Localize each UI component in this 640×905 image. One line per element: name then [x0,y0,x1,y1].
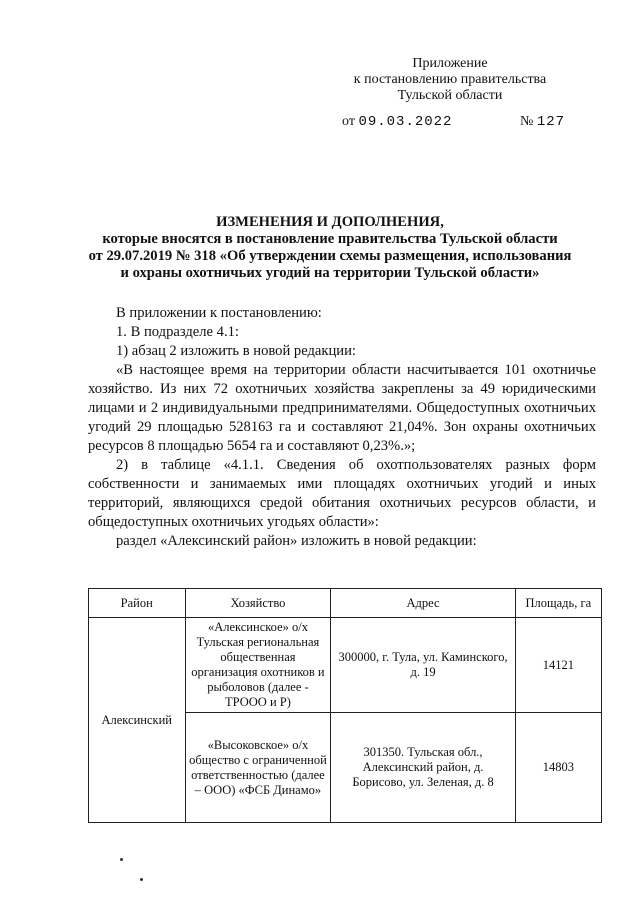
appendix-line-1: Приложение [412,56,488,71]
table-header-row [89,589,602,618]
scan-speck [120,858,123,861]
address-cell: 301350. Тульская обл., Алексинский район, д. Борисово, ул. Зеленая, д. 8 [331,713,515,823]
appendix-line-2: к постановлению правительства [353,72,547,87]
address-cell: 300000, г. Тула, ул. Каминского, д. 19 [331,618,515,713]
title-line-2: которые вносятся в постановление правительства Тульской области [102,231,558,247]
area-cell: 14121 [515,618,601,713]
paragraph-6: раздел «Алексинский район» изложить в новой редакции: [116,533,477,549]
number-prefix: № [520,114,534,129]
date-stamp [342,114,452,130]
appendix-header [340,56,560,104]
paragraph-3: 1) абзац 2 изложить в новой редакции: [116,343,356,359]
header-district: Район [89,589,186,618]
title-line-3: от 29.07.2019 № 318 «Об утверждении схемы размещения, использования [88,248,572,264]
document-title [70,214,590,282]
appendix-line-3: Тульской области [397,88,503,103]
paragraph-2: 1. В подразделе 4.1: [116,324,239,340]
document-number: 127 [536,114,566,130]
district-cell: Алексинский [89,618,186,823]
number-stamp [520,114,565,130]
hunting-grounds-table [88,588,602,823]
document-date: 09.03.2022 [358,114,453,130]
paragraph-4: «В настоящее время на территории области насчитывается 101 охотничье хозяйство. Из них 72 охотничьих хозяйства закреплены за 49 юридическими лицами и 2 индивидуальными предпринимателями. Общедоступных охотничьих угодий 29 площадью 528163 га и составляют 21,04%. Зон охраны охотничьих ресурсов 8 площадью 5654 га и составляют 0,23%.»; [88,362,596,454]
paragraph-5: 2) в таблице «4.1.1. Сведения об охотпользователях разных форм собственности и занимаемых ими площадях охотничьих угодий и иных территорий, являющихся средой обитания охотничьих ресурсов области, и общедоступных охотничьих угодьях области»: [88,457,596,530]
farm-cell: «Алексинское» о/х Тульская региональная общественная организация охотников и рыболовов (далее - ТРООО и Р) [185,618,331,713]
document-body [88,304,596,551]
area-cell: 14803 [515,713,601,823]
header-farm: Хозяйство [185,589,331,618]
scan-speck [140,878,143,881]
header-area: Площадь, га [515,589,601,618]
date-prefix: от [342,114,355,129]
title-line-1: ИЗМЕНЕНИЯ И ДОПОЛНЕНИЯ, [216,214,444,230]
farm-cell: «Высоковское» о/х общество с ограниченной ответственностью (далее – ООО) «ФСБ Динамо» [185,713,331,823]
title-line-4: и охраны охотничьих угодий на территории Тульской области» [120,265,540,281]
table-row [89,618,602,713]
paragraph-1: В приложении к постановлению: [116,305,322,321]
header-address: Адрес [331,589,515,618]
